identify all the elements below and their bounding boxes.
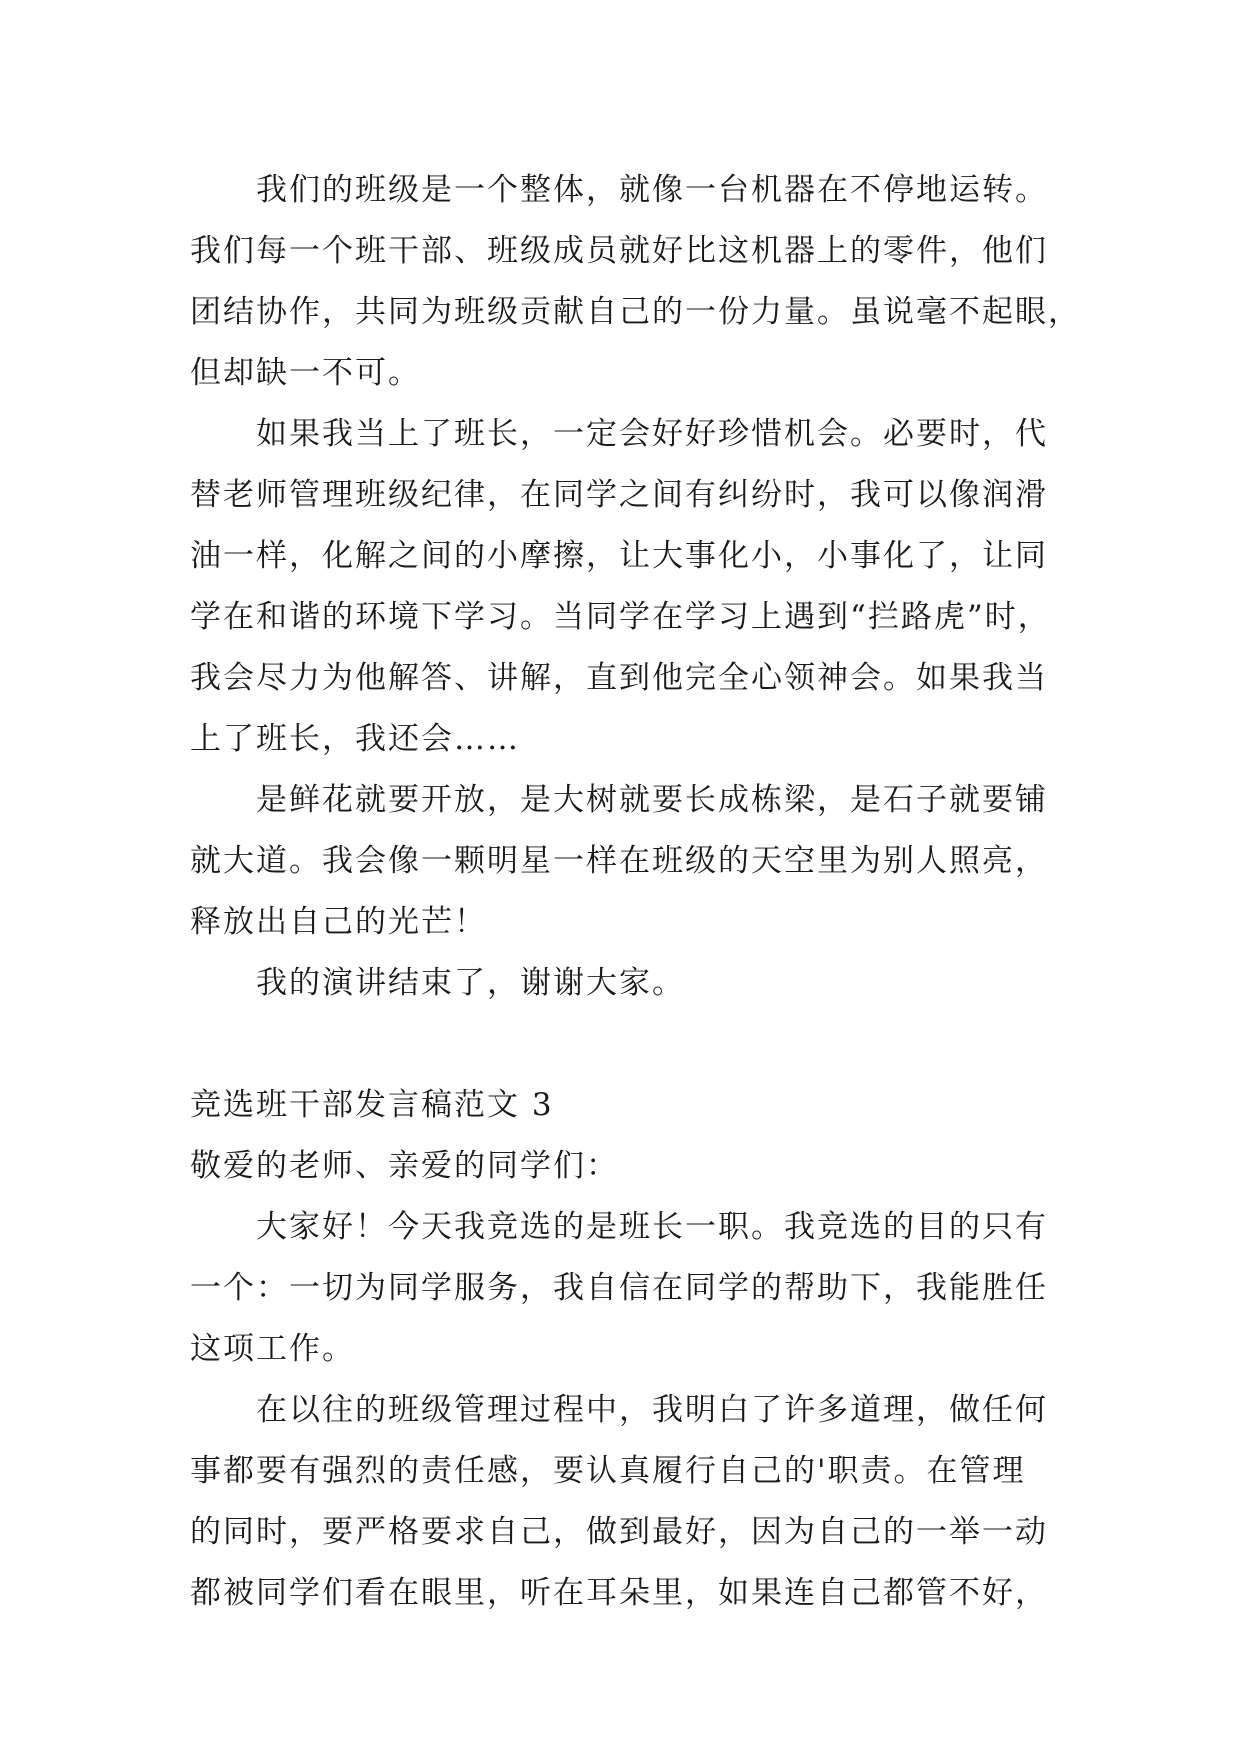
paragraph-4	[190, 953, 1070, 1014]
text-line: 如果我当上了班长，一定会好好珍惜机会。必要时，代	[256, 416, 1048, 452]
text-line: 一个：一切为同学服务，我自信在同学的帮助下，我能胜任	[190, 1270, 1048, 1306]
section-title: 竞选班干部发言稿范文 3	[190, 1087, 554, 1123]
section-gap	[190, 1014, 1070, 1075]
text-line: 在以往的班级管理过程中，我明白了许多道理，做任何	[256, 1392, 1048, 1428]
text-line: 替老师管理班级纪律，在同学之间有纠纷时，我可以像润滑	[190, 477, 1048, 513]
document-page	[190, 160, 1081, 1624]
text-line: 团结协作，共同为班级贡献自己的一份力量。虽说毫不起眼，	[190, 294, 1081, 330]
text-line: 学在和谐的环境下学习。当同学在学习上遇到“拦路虎”时，	[190, 599, 1051, 635]
text-line: 我会尽力为他解答、讲解，直到他完全心领神会。如果我当	[190, 660, 1048, 696]
text-line: 上了班长，我还会……	[190, 721, 520, 757]
text-line: 大家好！今天我竞选的是班长一职。我竞选的目的只有	[256, 1209, 1048, 1245]
text-line: 我们的班级是一个整体，就像一台机器在不停地运转。	[256, 172, 1048, 208]
salutation: 敬爱的老师、亲爱的同学们：	[190, 1148, 619, 1184]
text-line: 就大道。我会像一颗明星一样在班级的天空里为别人照亮，	[190, 843, 1048, 879]
paragraph-1	[190, 160, 1081, 404]
text-line: 是鲜花就要开放，是大树就要长成栋梁，是石子就要铺	[256, 782, 1048, 818]
paragraph-5	[190, 1197, 1070, 1380]
text-line: 油一样，化解之间的小摩擦，让大事化小，小事化了，让同	[190, 538, 1048, 574]
text-line: 都被同学们看在眼里，听在耳朵里，如果连自己都管不好，	[190, 1575, 1048, 1611]
text-line: 但却缺一不可。	[190, 355, 421, 391]
text-line: 事都要有强烈的责任感，要认真履行自己的'职责。在管理	[190, 1453, 1026, 1489]
text-line: 我的演讲结束了，谢谢大家。	[256, 965, 685, 1001]
paragraph-6	[190, 1380, 1070, 1624]
text-line: 这项工作。	[190, 1331, 355, 1367]
text-line: 我们每一个班干部、班级成员就好比这机器上的零件，他们	[190, 233, 1048, 269]
text-line: 的同时，要严格要求自己，做到最好，因为自己的一举一动	[190, 1514, 1048, 1550]
text-line: 释放出自己的光芒！	[190, 904, 487, 940]
paragraph-3	[190, 770, 1070, 953]
paragraph-2	[190, 404, 1070, 770]
